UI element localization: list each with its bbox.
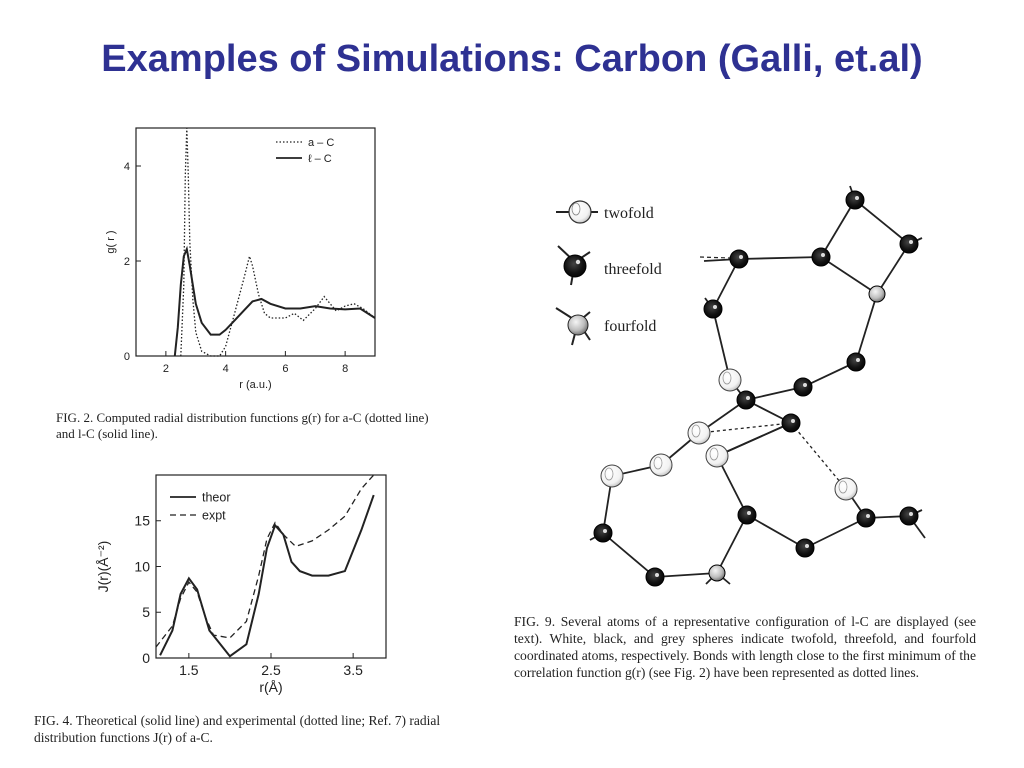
fig2-caption-label: FIG. 2.: [56, 410, 94, 425]
atom-highlight: [746, 396, 750, 400]
legend-fourfold-item: [556, 308, 656, 345]
fig4-caption-label: FIG. 4.: [34, 713, 73, 728]
fig9-caption-text: Several atoms of a representative configuration of l-C are displayed (see text). White, black, and grey spheres indicate twofold, threefold, and fourfold coordinated atoms, respectively. Bonds with length close to the first minimum of the correlation function g(r) (see Fig. 2) have been represented as dotted lines.: [514, 614, 977, 680]
bond-line: [739, 257, 821, 259]
twofold-atom: [835, 478, 857, 500]
x-tick-label: 4: [222, 363, 229, 375]
dotted-bond-line: [700, 257, 730, 258]
legend-label: ℓ – C: [308, 152, 332, 165]
black-sphere-icon: [564, 255, 586, 277]
y-tick-label: 0: [142, 649, 150, 666]
y-tick-label: 5: [142, 604, 150, 621]
atom-highlight: [739, 255, 743, 259]
atom-highlight: [821, 253, 825, 257]
threefold-atom: [794, 378, 812, 396]
twofold-atom: [706, 445, 728, 467]
legend-label: theor: [202, 490, 231, 505]
atom-highlight: [909, 512, 913, 516]
atom-highlight: [855, 196, 859, 200]
threefold-atom: [857, 509, 875, 527]
fig4-caption-text: Theoretical (solid line) and experimental (dotted line; Ref. 7) radial distribution functions J(r) of a-C.: [34, 713, 441, 745]
threefold-atom: [738, 506, 756, 524]
y-tick-label: 0: [123, 350, 130, 363]
bond-line: [821, 200, 855, 257]
x-axis-label: r(Å): [259, 679, 283, 695]
threefold-atom: [847, 353, 865, 371]
dotted-bond-line: [791, 423, 846, 489]
y-axis-label: g( r ): [105, 230, 117, 254]
bond-line: [603, 533, 655, 577]
bond-line: [805, 518, 866, 548]
x-tick-label: 6: [282, 363, 289, 375]
atom-highlight: [866, 514, 870, 518]
fourfold-atom: [709, 565, 725, 581]
legend-label: a – C: [308, 136, 335, 149]
threefold-atom: [782, 414, 800, 432]
x-axis-label: r (a.u.): [239, 379, 272, 391]
threefold-atom: [846, 191, 864, 209]
legend-fourfold-label: fourfold: [604, 318, 657, 335]
legend-threefold-item: [558, 246, 662, 285]
fig9-caption-label: FIG. 9.: [514, 614, 556, 629]
legend-label: expt: [202, 508, 226, 523]
bond-line: [747, 515, 805, 548]
x-tick-label: 2.5: [261, 662, 281, 678]
fig2-caption-text: Computed radial distribution functions g(r) for a-C (dotted line) and l-C (solid line).: [56, 410, 429, 442]
y-axis-label: J(r)(Å⁻²): [95, 540, 111, 593]
twofold-atom: [688, 422, 710, 444]
bond-line: [856, 294, 877, 362]
threefold-atom: [812, 248, 830, 266]
bond-line: [821, 257, 877, 294]
atom-highlight: [909, 240, 913, 244]
x-tick-label: 1.5: [179, 662, 199, 678]
threefold-atom: [646, 568, 664, 586]
legend-threefold-label: threefold: [604, 261, 662, 278]
y-tick-label: 15: [134, 512, 150, 529]
threefold-atom: [704, 300, 722, 318]
atom-highlight: [805, 544, 809, 548]
x-tick-label: 2: [162, 363, 169, 375]
atom-highlight: [747, 511, 751, 515]
atom-highlight: [791, 419, 795, 423]
atom-highlight: [655, 573, 659, 577]
bond-line: [717, 423, 791, 456]
twofold-atom: [650, 454, 672, 476]
threefold-atom: [900, 507, 918, 525]
threefold-atom: [737, 391, 755, 409]
atom-highlight: [803, 383, 807, 387]
dotted-bond-line: [699, 423, 791, 433]
atom-highlight: [713, 305, 717, 309]
threefold-atom: [900, 235, 918, 253]
x-tick-label: 3.5: [343, 662, 363, 678]
fourfold-atom: [869, 286, 885, 302]
grey-sphere-icon: [568, 315, 588, 335]
legend-twofold-item: [556, 201, 654, 223]
atom-highlight: [603, 529, 607, 533]
y-tick-label: 4: [123, 160, 130, 173]
slide-title: Examples of Simulations: Carbon (Galli, et.al): [101, 38, 923, 80]
fig9-caption: [514, 614, 976, 682]
bond-line: [855, 200, 909, 244]
twofold-atom: [719, 369, 741, 391]
threefold-atom: [730, 250, 748, 268]
bond-line: [717, 515, 747, 573]
x-tick-label: 8: [342, 363, 349, 375]
legend-twofold-label: twofold: [604, 205, 654, 222]
threefold-atom: [594, 524, 612, 542]
y-tick-label: 2: [123, 255, 130, 268]
y-tick-label: 10: [134, 558, 150, 575]
threefold-atom: [796, 539, 814, 557]
atom-highlight: [856, 358, 860, 362]
twofold-atom: [601, 465, 623, 487]
